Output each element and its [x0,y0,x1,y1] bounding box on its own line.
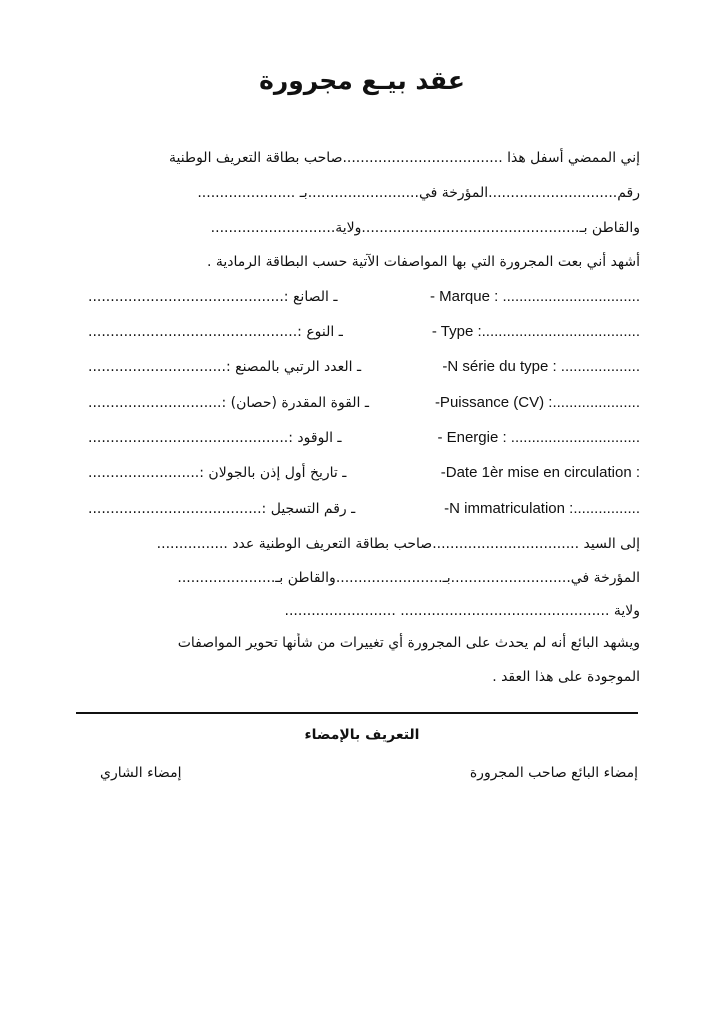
spec-power-ar: ـ القوة المقدرة (حصان) :.............................. [88,395,369,411]
buyer-line-2: المؤرخة في...........................بـ........................والقاطن بـ...................... [177,570,640,586]
spec-serial-ar: ـ العدد الرتبي بالمصنع :............................... [88,359,362,375]
intro-line-4: أشهد أني بعت المجرورة التي بها المواصفات الآتية حسب البطاقة الرمادية . [207,254,640,270]
spec-row-type [88,322,640,342]
intro-line-1: إني الممضي أسفل هذا ....................................صاحب بطاقة التعريف الوطنية [168,150,640,166]
spec-power-fr: -Puissance (CV) :..................... [434,394,640,411]
spec-registration-ar: ـ رقم التسجيل :....................................... [88,501,356,517]
spec-type-fr: - Type :...................................... [431,323,640,340]
spec-date-fr: -Date 1èr mise en circulation : [440,464,640,481]
spec-brand-ar: ـ الصانع :............................................ [88,289,338,305]
page-title: عقد بيـع مجرورة [259,66,465,95]
spec-energy-ar: ـ الوقود :............................................. [88,430,342,446]
seller-signature-label: إمضاء البائع صاحب المجرورة [469,765,638,781]
buyer-line-3: ولاية ............................................... ......................... [284,603,640,619]
intro-line-2: رقم.............................المؤرخة في.........................بـ ...................... [197,185,640,201]
divider [76,712,638,714]
intro-line-3: والقاطن بـ.................................................ولاية............................ [210,220,640,236]
spec-row-energy [88,428,640,448]
signature-heading: التعريف بالإمضاء [304,727,420,743]
spec-registration-fr: -N immatriculation :................ [444,500,640,517]
buyer-signature-label: إمضاء الشاري [100,765,182,781]
spec-date-ar: ـ تاريخ أول إذن بالجولان :......................... [88,465,347,481]
spec-energy-fr: - Energie : ............................... [437,429,640,446]
spec-serial-fr: -N série du type : ................... [442,358,640,375]
spec-row-power [88,393,640,413]
buyer-line-1: إلى السيد .................................صاحب بطاقة التعريف الوطنية عدد ................ [156,536,640,552]
spec-brand-fr: - Marque : ................................. [429,288,640,305]
spec-row-brand [88,287,640,307]
buyer-line-5: الموجودة على هذا العقد . [492,669,640,685]
spec-type-ar: ـ النوع :............................................... [88,324,343,340]
spec-row-first-circulation [88,463,640,483]
spec-row-registration [88,499,640,519]
spec-row-serial [88,357,640,377]
buyer-line-4: ويشهد البائع أنه لم يحدث على المجرورة أي تغييرات من شأنها تحوير المواصفات [177,635,640,651]
